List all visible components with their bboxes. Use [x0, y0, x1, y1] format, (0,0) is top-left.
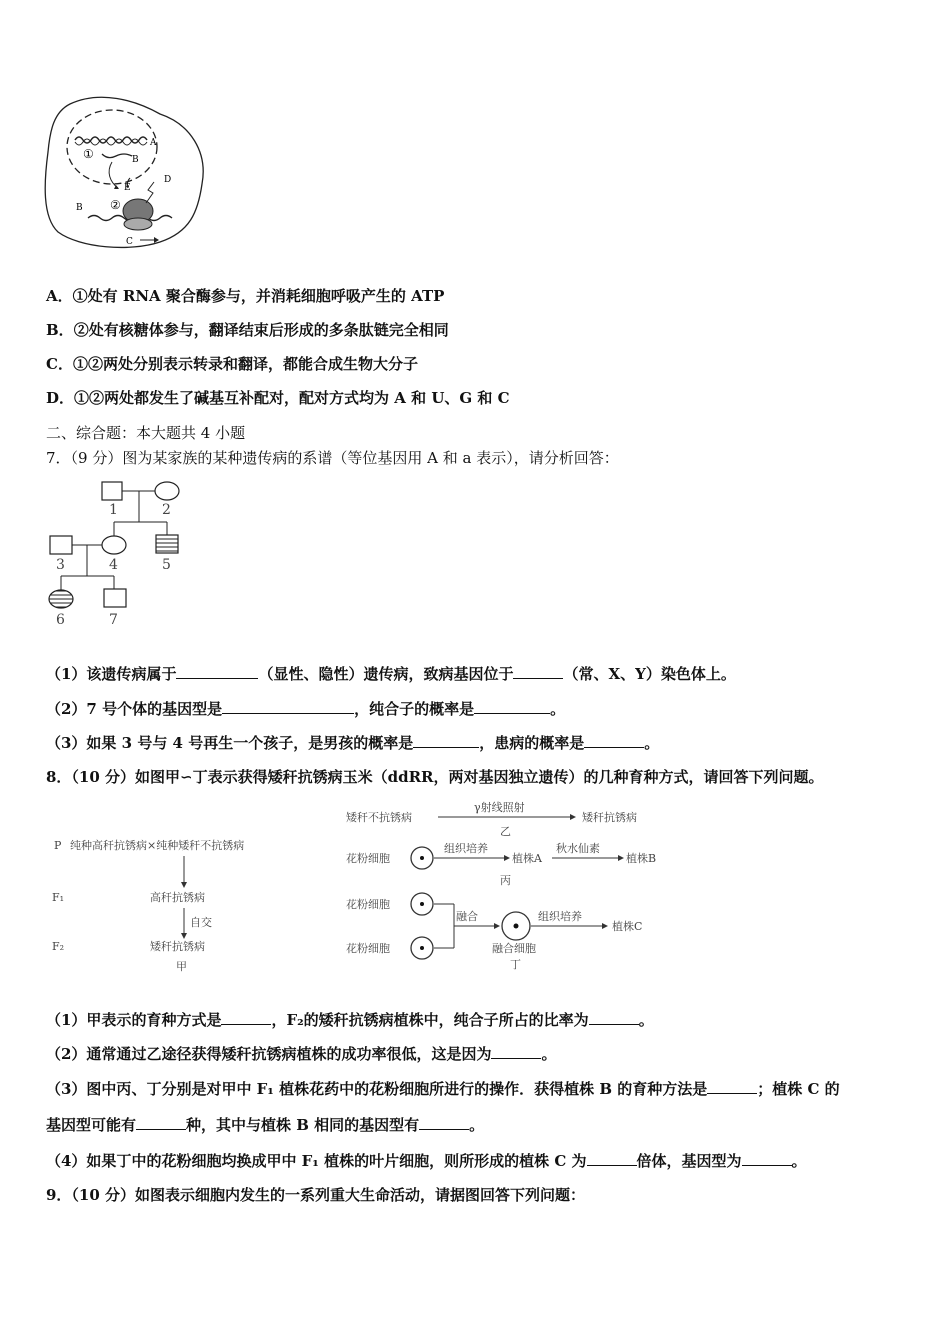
q7-sub3: （3）如果 3 号与 4 号再生一个孩子，是男孩的概率是 ，患病的概率是 。	[46, 734, 660, 752]
jia-label: 甲	[176, 960, 187, 973]
pedigree-label-4: 4	[109, 557, 118, 573]
yi-end: 矮秆抗锈病	[582, 811, 637, 824]
bing-plant-a: 植株A	[512, 852, 542, 865]
ding-fuse: 融合	[456, 910, 478, 923]
pedigree-label-3: 3	[56, 557, 65, 573]
label-c: C	[126, 237, 133, 247]
q8-sub3: （3）图中丙、丁分别是对甲中 F₁ 植株花药中的花粉细胞所进行的操作．获得植株 B 的育种方法是 ；植株 C 的	[46, 1080, 840, 1098]
pedigree-chart	[44, 478, 194, 630]
pedigree-label-1: 1	[109, 502, 118, 518]
ribosome-small	[124, 218, 152, 230]
q7-sub2: （2）7 号个体的基因型是 ，纯合子的概率是 。	[46, 700, 566, 718]
pedigree-label-6: 6	[56, 612, 65, 628]
blank[interactable]	[413, 733, 479, 748]
individual-6	[49, 590, 73, 608]
ding-arrow: 组织培养	[538, 910, 582, 923]
ding-fused-label: 融合细胞	[492, 942, 536, 955]
bing-arrow1: 组织培养	[444, 842, 488, 855]
yi-start: 矮秆不抗锈病	[346, 811, 412, 824]
individual-7	[104, 589, 126, 607]
bing-cell: 花粉细胞	[346, 852, 390, 865]
q8-sub1: （1）甲表示的育种方式是 ，F₂的矮秆抗锈病植株中，纯合子所占的比率为 。	[46, 1011, 654, 1029]
ding-cell2: 花粉细胞	[346, 942, 390, 955]
label-d: D	[164, 175, 172, 185]
q7-sub1: （1）该遗传病属于 （显性、隐性）遗传病，致病基因位于 （常、X、Y）染色体上。	[46, 665, 736, 683]
label-2: ②	[110, 198, 121, 212]
option-c: C．①②两处分别表示转录和翻译，都能合成生物大分子	[46, 355, 418, 373]
section-title: 二、综合题：本大题共 4 小题	[46, 424, 246, 442]
nucleus-outline	[67, 110, 157, 184]
blank[interactable]	[513, 664, 563, 679]
dna-helix	[75, 137, 147, 143]
q8-stem: 8．（10 分）如图甲∽丁表示获得矮秆抗锈病玉米（ddRR，两对基因独立遗传）的几种育种方式，请回答下列问题。	[46, 768, 824, 786]
trna-d	[146, 182, 154, 203]
label-a: A	[150, 138, 157, 148]
f2-label: F₂	[52, 940, 65, 953]
ding-plant-c: 植株C	[612, 920, 643, 933]
q8-sub3-cont: 基因型可能有 种，其中与植株 B 相同的基因型有 。	[46, 1116, 485, 1134]
yi-label: 乙	[500, 825, 511, 838]
option-d: D．①②两处都发生了碱基互补配对，配对方式均为 A 和 U、G 和 C	[46, 389, 510, 407]
option-a: A．①处有 RNA 聚合酶参与，并消耗细胞呼吸产生的 ATP	[46, 287, 445, 305]
cell-diagram	[40, 92, 215, 252]
pedigree-label-2: 2	[162, 502, 171, 518]
label-1: ①	[83, 147, 94, 161]
individual-3	[50, 536, 72, 554]
blank[interactable]	[707, 1079, 757, 1094]
individual-1	[102, 482, 122, 500]
bing-arrow2: 秋水仙素	[556, 842, 600, 855]
p-cross: 纯种高秆抗锈病×纯种矮秆不抗锈病	[70, 839, 245, 852]
ding-cell1: 花粉细胞	[346, 898, 390, 911]
blank[interactable]	[136, 1115, 186, 1130]
label-b-top: B	[132, 155, 139, 165]
individual-4	[102, 536, 126, 554]
blank[interactable]	[587, 1151, 637, 1166]
blank[interactable]	[222, 699, 354, 714]
pedigree-label-5: 5	[162, 557, 171, 573]
blank[interactable]	[491, 1044, 541, 1059]
individual-2	[155, 482, 179, 500]
label-b-left: B	[76, 203, 83, 213]
q8-sub2: （2）通常通过乙途径获得矮秆抗锈病植株的成功率很低，这是因为 。	[46, 1045, 557, 1063]
f1-text: 高秆抗锈病	[150, 891, 205, 904]
p-label: P	[54, 839, 62, 852]
selfing-label: 自交	[190, 916, 212, 929]
blank[interactable]	[221, 1010, 271, 1025]
option-b: B．②处有核糖体参与，翻译结束后形成的多条肽链完全相同	[46, 321, 449, 339]
blank[interactable]	[176, 664, 258, 679]
f2-text: 矮秆抗锈病	[150, 940, 205, 953]
q8-sub4: （4）如果丁中的花粉细胞均换成甲中 F₁ 植株的叶片细胞，则所形成的植株 C 为 倍体，基因型为 。	[46, 1152, 807, 1170]
breeding-diagram	[44, 798, 684, 978]
blank[interactable]	[589, 1010, 639, 1025]
yi-arrow-label: γ射线照射	[474, 801, 525, 814]
blank[interactable]	[742, 1151, 792, 1166]
q9-stem: 9．（10 分）如图表示细胞内发生的一系列重大生命活动，请据图回答下列问题：	[46, 1186, 586, 1204]
individual-5	[156, 535, 178, 553]
blank[interactable]	[474, 699, 550, 714]
label-e: E	[124, 183, 131, 193]
blank[interactable]	[419, 1115, 469, 1130]
ding-label: 丁	[510, 958, 521, 971]
blank[interactable]	[584, 733, 644, 748]
bing-label: 丙	[500, 874, 511, 887]
pedigree-label-7: 7	[109, 612, 118, 628]
f1-label: F₁	[52, 891, 65, 904]
bing-plant-b: 植株B	[626, 852, 657, 865]
mrna-in-nucleus	[102, 154, 132, 158]
q7-stem: 7．（9 分）图为某家族的某种遗传病的系谱（等位基因用 A 和 a 表示），请分析回答：	[46, 449, 619, 467]
